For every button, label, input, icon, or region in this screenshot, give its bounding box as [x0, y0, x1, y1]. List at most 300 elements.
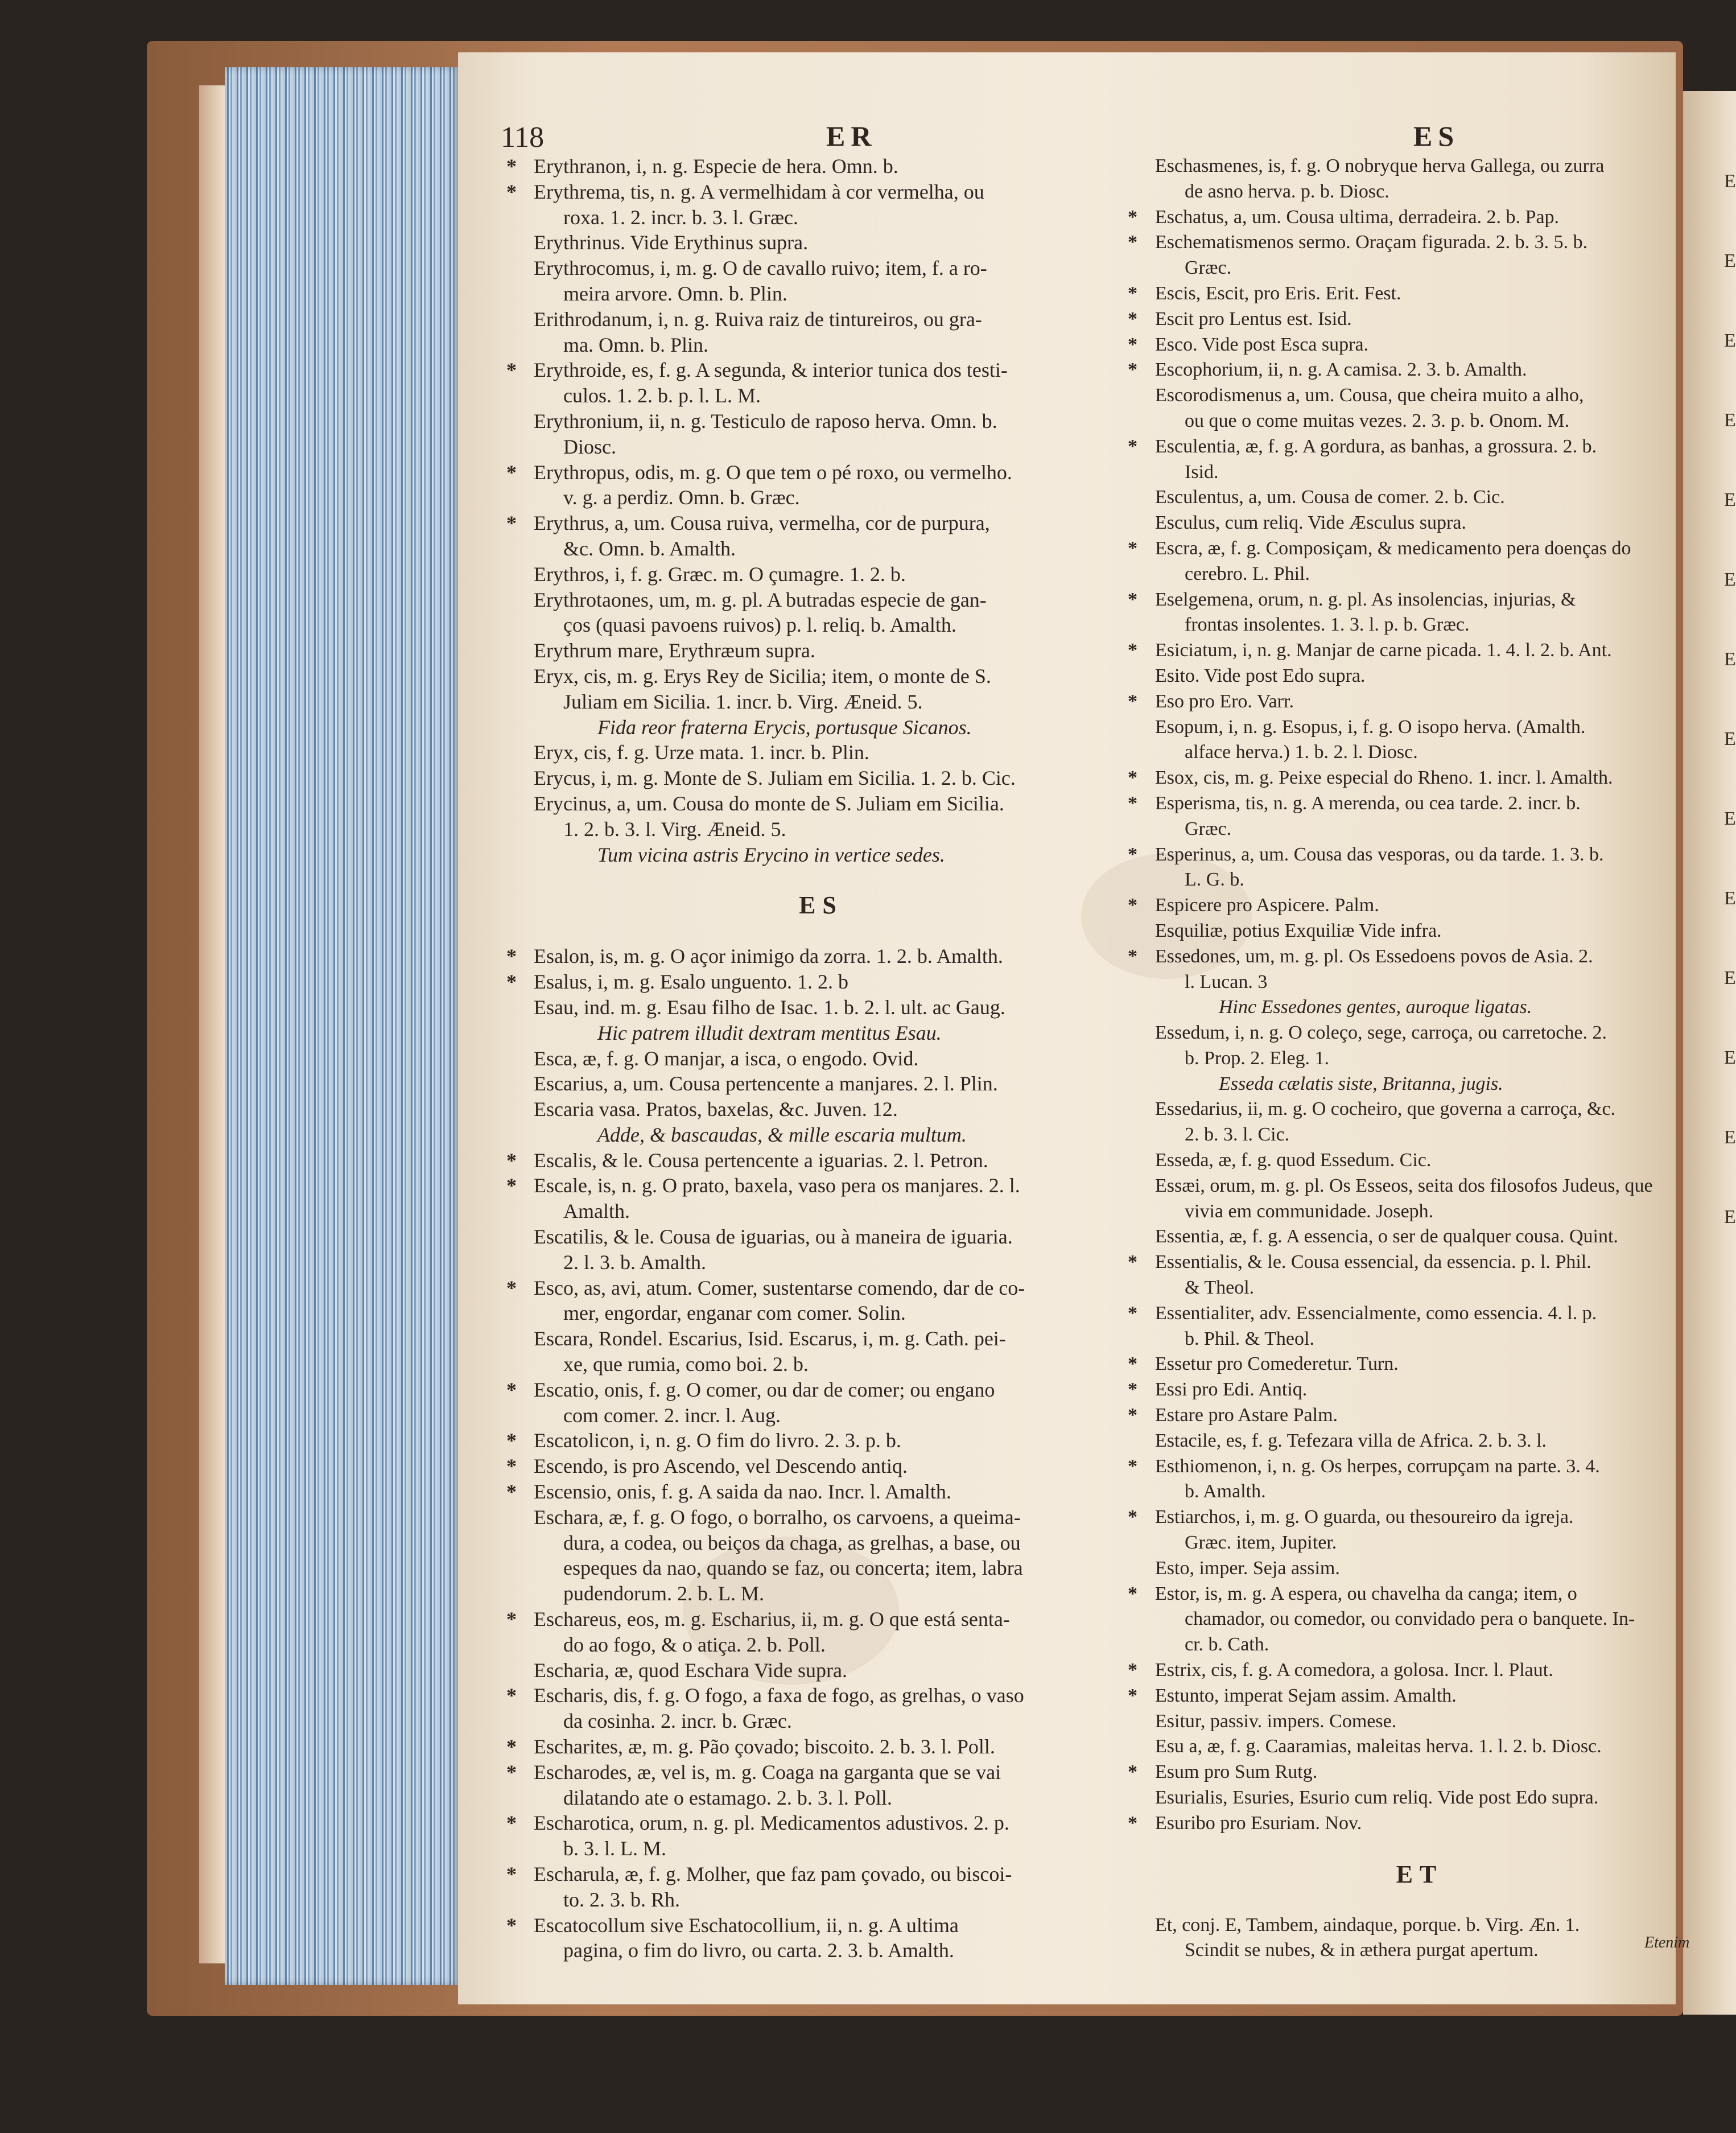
entry-text: Esquiliæ, potius Exquiliæ Vide infra. — [1155, 920, 1442, 941]
entry-continuation — [1155, 1632, 1684, 1658]
page-number: 118 — [501, 121, 545, 154]
dictionary-entry — [506, 460, 1108, 485]
entry-text: Esalon, is, m. g. O açor inimigo da zorra. 1. 2. b. Amalth. — [534, 945, 1003, 968]
entry-text: Escophorium, ii, n. g. A camisa. 2. 3. b. Amalth. — [1155, 359, 1527, 381]
entry-continuation — [534, 383, 1108, 409]
entry-text: Fida reor fraterna Erycis, portusque Sicanos. — [597, 715, 972, 739]
asterisk-marker: * — [506, 460, 517, 484]
asterisk-marker: * — [1128, 1405, 1137, 1426]
entry-text: Esculentia, æ, f. g. A gordura, as banhas, a grossura. 2. b. — [1155, 435, 1597, 457]
asterisk-marker: * — [506, 1811, 517, 1835]
entry-text: Isid. — [1185, 461, 1219, 483]
dictionary-entry — [1128, 944, 1684, 970]
entry-text: Esco. Vide post Esca supra. — [1155, 333, 1369, 355]
dictionary-entry — [506, 1734, 1108, 1760]
entry-text: Esox, cis, m. g. Peixe especial do Rheno. 1. incr. l. Amalth. — [1155, 767, 1613, 789]
dictionary-entry — [1128, 893, 1684, 919]
entry-text: Eschasmenes, is, f. g. O nobryque herva Gallega, ou zurra — [1155, 155, 1605, 176]
right-column — [1128, 154, 1684, 1963]
dictionary-entry — [1128, 230, 1684, 256]
entry-continuation — [1155, 1275, 1684, 1301]
dictionary-entry — [1155, 1224, 1684, 1250]
entry-continuation — [1155, 1479, 1684, 1505]
entry-continuation — [534, 281, 1108, 307]
entry-text: Scindit se nubes, & in æthera purgat apertum. — [1185, 1940, 1539, 1961]
entry-text: 1. 2. b. 3. l. Virg. Æneid. 5. — [563, 817, 786, 841]
entry-continuation — [534, 1887, 1108, 1913]
asterisk-marker: * — [506, 1608, 517, 1631]
entry-text: Espicere pro Aspicere. Palm. — [1155, 895, 1379, 916]
entry-text: chamador, ou comedor, ou convidado pera o banquete. In- — [1185, 1608, 1635, 1630]
entry-text: Escharotica, orum, n. g. pl. Medicamentos adustivos. 2. p. — [534, 1811, 1009, 1835]
entry-text: Esopum, i, n. g. Esopus, i, f. g. O isopo herva. (Amalth. — [1155, 716, 1586, 738]
entry-text: Escharia, æ, quod Eschara Vide supra. — [534, 1658, 848, 1682]
entry-continuation — [534, 1300, 1108, 1326]
asterisk-marker: * — [1128, 895, 1137, 916]
dictionary-entry — [1155, 1785, 1684, 1811]
asterisk-marker: * — [1128, 1506, 1137, 1528]
entry-text: Græc. — [1185, 257, 1232, 279]
dictionary-entry — [506, 510, 1108, 536]
dictionary-entry — [506, 357, 1108, 383]
entry-continuation — [1155, 256, 1684, 281]
dictionary-entry — [1128, 332, 1684, 358]
dictionary-entry — [1128, 434, 1684, 460]
entry-continuation — [534, 1785, 1108, 1811]
asterisk-marker: * — [1128, 588, 1137, 610]
dictionary-entry — [1155, 715, 1684, 740]
entry-text: 2. b. 3. l. Cic. — [1185, 1124, 1290, 1146]
dictionary-entry — [534, 765, 1108, 791]
entry-text: Escatilis, & le. Cousa de iguarias, ou à maneira de iguaria. — [534, 1225, 1013, 1249]
entry-text: Esperinus, a, um. Cousa das vesporas, ou da tarde. 1. 3. b. — [1155, 843, 1604, 865]
verse-quotation — [1155, 995, 1684, 1020]
dictionary-entry — [534, 995, 1108, 1020]
entry-continuation — [1155, 817, 1684, 842]
entry-text: b. Phil. & Theol. — [1185, 1328, 1314, 1349]
dictionary-entry — [534, 791, 1108, 817]
asterisk-marker: * — [1128, 640, 1137, 661]
dictionary-entry — [534, 409, 1108, 434]
entry-text: Eschareus, eos, m. g. Escharius, ii, m. g. O que está senta- — [534, 1608, 1010, 1631]
entry-text: ços (quasi pavoens ruivos) p. l. reliq. b. Amalth. — [563, 613, 956, 637]
dictionary-entry — [1128, 1760, 1684, 1785]
next-page-glyph: E — [1724, 728, 1736, 750]
asterisk-marker: * — [1128, 206, 1137, 228]
dictionary-entry — [1128, 1301, 1684, 1327]
dictionary-entry — [534, 638, 1108, 664]
asterisk-marker: * — [1128, 792, 1137, 814]
entry-text: Escorodismenus a, um. Cousa, que cheira muito a alho, — [1155, 385, 1584, 406]
entry-continuation — [534, 1555, 1108, 1581]
dictionary-entry — [1128, 791, 1684, 817]
asterisk-marker: * — [1128, 232, 1137, 253]
entry-continuation — [534, 1581, 1108, 1607]
entry-continuation — [1155, 1046, 1684, 1072]
entry-continuation — [534, 1403, 1108, 1428]
entry-text: Esculentus, a, um. Cousa de comer. 2. b. Cic. — [1155, 487, 1505, 508]
entry-text: l. Lucan. 3 — [1185, 971, 1268, 993]
entry-text: Esperisma, tis, n. g. A merenda, ou cea tarde. 2. incr. b. — [1155, 792, 1581, 814]
dictionary-entry — [506, 1377, 1108, 1403]
entry-text: Estrix, cis, f. g. A comedora, a golosa. Incr. l. Plaut. — [1155, 1660, 1553, 1681]
entry-text: Essedum, i, n. g. O coleço, sege, carroça, ou carretoche. 2. — [1155, 1022, 1607, 1044]
entry-text: Escharites, æ, m. g. Pão çovado; biscoito. 2. b. 3. l. Poll. — [534, 1735, 995, 1759]
entry-text: Essetur pro Comederetur. Turn. — [1155, 1353, 1399, 1375]
entry-continuation — [1155, 1122, 1684, 1148]
entry-continuation — [534, 1250, 1108, 1275]
entry-text: ES — [799, 891, 843, 920]
entry-continuation — [1155, 740, 1684, 765]
dictionary-entry — [1155, 1709, 1684, 1735]
entry-text: Escarius, a, um. Cousa pertencente a manjares. 2. l. Plin. — [534, 1072, 998, 1096]
entry-text: Escalis, & le. Cousa pertencente a iguarias. 2. l. Petron. — [534, 1148, 988, 1172]
entry-text: Esiciatum, i, n. g. Manjar de carne picada. 1. 4. l. 2. b. Ant. — [1155, 640, 1612, 661]
entry-text: Esuribo pro Esuriam. Nov. — [1155, 1812, 1362, 1834]
asterisk-marker: * — [506, 1378, 517, 1401]
entry-text: Escis, Escit, pro Eris. Erit. Fest. — [1155, 282, 1401, 304]
entry-text: Esurialis, Esuries, Esurio cum reliq. Vide post Edo supra. — [1155, 1787, 1599, 1808]
entry-continuation — [1155, 1327, 1684, 1352]
entry-text: Escensio, onis, f. g. A saida da nao. Incr. l. Amalth. — [534, 1480, 951, 1504]
dictionary-entry — [506, 1428, 1108, 1453]
running-head-left: ER — [826, 120, 877, 152]
dictionary-entry — [1155, 1097, 1684, 1122]
asterisk-marker: * — [506, 180, 517, 203]
asterisk-marker: * — [1128, 1761, 1137, 1783]
entry-continuation — [1155, 179, 1684, 205]
dictionary-entry — [506, 1607, 1108, 1632]
entry-text: Esseda, æ, f. g. quod Essedum. Cic. — [1155, 1150, 1432, 1171]
entry-text: Esto, imper. Seja assim. — [1155, 1557, 1340, 1579]
entry-text: mer, engordar, enganar com comer. Solin. — [563, 1302, 906, 1325]
asterisk-marker: * — [506, 1276, 517, 1299]
entry-text: Eryx, cis, m. g. Erys Rey de Sicilia; item, o monte de S. — [534, 664, 991, 687]
entry-text: Hinc Essedones gentes, auroque ligatas. — [1219, 997, 1532, 1018]
next-page-glyph: E — [1724, 1127, 1736, 1148]
entry-text: Græc. item, Jupiter. — [1185, 1532, 1337, 1554]
dictionary-entry — [1128, 357, 1684, 383]
entry-text: Essentialis, & le. Cousa essencial, da essencia. p. l. Phil. — [1155, 1251, 1591, 1273]
asterisk-marker: * — [506, 1148, 517, 1172]
entry-text: Estor, is, m. g. A espera, ou chavelha da canga; item, o — [1155, 1583, 1577, 1604]
entry-text: b. Prop. 2. Eleg. 1. — [1185, 1047, 1330, 1069]
dictionary-entry — [506, 969, 1108, 995]
entry-text: culos. 1. 2. b. p. l. L. M. — [563, 384, 761, 407]
asterisk-marker: * — [506, 1735, 517, 1759]
dictionary-entry — [1155, 154, 1684, 179]
dictionary-entry — [534, 230, 1108, 256]
entry-continuation — [1155, 612, 1684, 638]
asterisk-marker: * — [1128, 1251, 1137, 1273]
asterisk-marker: * — [506, 359, 517, 382]
entry-text: Eselgemena, orum, n. g. pl. As insolencias, injurias, & — [1155, 588, 1576, 610]
dictionary-entry — [506, 1148, 1108, 1173]
asterisk-marker: * — [1128, 308, 1137, 330]
dictionary-entry — [1128, 1403, 1684, 1428]
dictionary-entry — [1128, 1250, 1684, 1275]
entry-continuation — [534, 1199, 1108, 1224]
entry-continuation — [534, 1632, 1108, 1658]
dictionary-entry — [506, 1275, 1108, 1301]
entry-text: Eso pro Ero. Varr. — [1155, 690, 1294, 712]
entry-text: Escaria vasa. Pratos, baxelas, &c. Juven. 12. — [534, 1098, 898, 1121]
entry-text: Esco, as, avi, atum. Comer, sustentarse comendo, dar de co- — [534, 1276, 1025, 1299]
entry-text: de asno herva. p. b. Diosc. — [1185, 180, 1389, 202]
next-page-glyph: E — [1724, 410, 1736, 431]
entry-text: Estacile, es, f. g. Tefezara villa de Africa. 2. b. 3. l. — [1155, 1430, 1547, 1451]
entry-text: espeques da nao, quando se faz, ou concerta; item, labra — [563, 1556, 1023, 1580]
entry-continuation — [1155, 409, 1684, 434]
dictionary-entry — [1128, 1454, 1684, 1480]
entry-text: roxa. 1. 2. incr. b. 3. l. Græc. — [563, 205, 798, 229]
asterisk-marker: * — [1128, 435, 1137, 457]
dictionary-entry — [1128, 307, 1684, 332]
running-head-right: ES — [1413, 120, 1460, 152]
entry-text: Esu a, æ, f. g. Caaramias, maleitas herva. 1. l. 2. b. Diosc. — [1155, 1736, 1602, 1757]
asterisk-marker: * — [506, 512, 517, 535]
entry-continuation — [534, 205, 1108, 230]
dictionary-entry — [534, 1071, 1108, 1097]
dictionary-entry — [534, 740, 1108, 765]
asterisk-marker: * — [506, 1455, 517, 1478]
entry-text: Erycus, i, m. g. Monte de S. Juliam em Sicilia. 1. 2. b. Cic. — [534, 767, 1016, 790]
entry-continuation — [1155, 460, 1684, 485]
entry-text: Esito. Vide post Edo supra. — [1155, 665, 1366, 686]
entry-text: cr. b. Cath. — [1185, 1634, 1269, 1656]
entry-text: v. g. a perdiz. Omn. b. Græc. — [563, 486, 800, 509]
entry-text: Erythronium, ii, n. g. Testiculo de raposo herva. Omn. b. — [534, 409, 997, 433]
entry-text: Esum pro Sum Rutg. — [1155, 1761, 1318, 1783]
entry-text: ET — [1396, 1860, 1444, 1888]
dictionary-entry — [534, 1505, 1108, 1530]
dictionary-entry — [534, 562, 1108, 587]
entry-text: Esseda cælatis siste, Britanna, jugis. — [1219, 1073, 1503, 1094]
next-page-glyph: E — [1724, 1047, 1736, 1068]
entry-text: Erythrema, tis, n. g. A vermelhidam à cor vermelha, ou — [534, 180, 984, 203]
dictionary-entry — [534, 1658, 1108, 1683]
entry-text: Essedarius, ii, m. g. O cocheiro, que governa a carroça, &c. — [1155, 1098, 1616, 1120]
entry-continuation — [1155, 867, 1684, 893]
next-page-glyph: E — [1724, 888, 1736, 909]
entry-text: Essedones, um, m. g. pl. Os Essedoens povos de Asia. 2. — [1155, 945, 1593, 967]
entry-continuation — [1155, 1530, 1684, 1556]
entry-text: Eschara, æ, f. g. O fogo, o borralho, os carvoens, a queima- — [534, 1505, 1021, 1529]
asterisk-marker: * — [506, 945, 517, 968]
dictionary-entry — [506, 154, 1108, 179]
dictionary-entry — [1128, 205, 1684, 230]
entry-text: Escatolicon, i, n. g. O fim do livro. 2. 3. p. b. — [534, 1429, 901, 1452]
dictionary-entry — [1128, 1352, 1684, 1377]
dictionary-entry — [1155, 1556, 1684, 1582]
entry-text: Escatocollum sive Eschatocollium, ii, n. g. A ultima — [534, 1913, 959, 1937]
dictionary-entry — [534, 1097, 1108, 1122]
entry-continuation — [1155, 1938, 1684, 1963]
entry-text: meira arvore. Omn. b. Plin. — [563, 282, 787, 305]
dictionary-entry — [1128, 638, 1684, 664]
dictionary-entry — [1128, 281, 1684, 307]
dictionary-entry — [1128, 1505, 1684, 1530]
asterisk-marker: * — [1128, 1455, 1137, 1477]
dictionary-entry — [1155, 1173, 1684, 1199]
verse-quotation — [534, 1020, 1108, 1046]
entry-text: Escharula, æ, f. g. Molher, que faz pam çovado, ou biscoi- — [534, 1863, 1012, 1885]
entry-text: Esau, ind. m. g. Esau filho de Isac. 1. b. 2. l. ult. ac Gaug. — [534, 995, 1005, 1019]
entry-text: Eryx, cis, f. g. Urze mata. 1. incr. b. Plin. — [534, 741, 869, 764]
left-column — [506, 154, 1108, 1963]
entry-continuation — [534, 817, 1108, 842]
dictionary-entry — [1128, 689, 1684, 715]
dictionary-entry — [1128, 1658, 1684, 1683]
asterisk-marker: * — [1128, 1302, 1137, 1324]
entry-text: L. G. b. — [1185, 869, 1244, 891]
entry-text: pudendorum. 2. b. L. M. — [563, 1582, 764, 1605]
entry-continuation — [1155, 562, 1684, 587]
entry-continuation — [534, 612, 1108, 638]
entry-text: Erythroide, es, f. g. A segunda, & interior tunica dos testi- — [534, 359, 1008, 382]
asterisk-marker: * — [1128, 690, 1137, 712]
entry-text: Eschematismenos sermo. Oraçam figurada. 2. b. 3. 5. b. — [1155, 232, 1588, 253]
asterisk-marker: * — [1128, 945, 1137, 967]
entry-text: cerebro. L. Phil. — [1185, 563, 1310, 584]
entry-continuation — [534, 1530, 1108, 1556]
dictionary-entry — [534, 664, 1108, 689]
dictionary-entry — [1155, 1020, 1684, 1046]
dictionary-entry — [1128, 1377, 1684, 1403]
dictionary-entry — [1155, 1428, 1684, 1454]
asterisk-marker: * — [506, 1684, 517, 1707]
entry-text: Estunto, imperat Sejam assim. Amalth. — [1155, 1685, 1457, 1706]
next-page-glyph: E — [1724, 1206, 1736, 1228]
entry-continuation — [1155, 1607, 1684, 1632]
dictionary-entry — [534, 1046, 1108, 1072]
entry-text: Esalus, i, m. g. Esalo unguento. 1. 2. b — [534, 970, 848, 994]
dictionary-entry — [534, 1224, 1108, 1250]
asterisk-marker: * — [1128, 282, 1137, 304]
dictionary-entry — [506, 179, 1108, 205]
asterisk-marker: * — [1128, 359, 1137, 381]
entry-continuation — [534, 1352, 1108, 1377]
section-heading — [1155, 1836, 1684, 1913]
asterisk-marker: * — [506, 155, 517, 178]
verse-quotation — [534, 1122, 1108, 1148]
next-page-glyph: E — [1724, 330, 1736, 351]
entry-text: Erythrinus. Vide Erythinus supra. — [534, 231, 809, 254]
entry-text: Estare pro Astare Palm. — [1155, 1405, 1338, 1426]
dictionary-entry — [1155, 383, 1684, 409]
entry-continuation — [534, 689, 1108, 715]
dictionary-entry — [1155, 1913, 1684, 1938]
entry-text: Erithrodanum, i, n. g. Ruiva raiz de tintureiros, ou gra- — [534, 307, 982, 331]
entry-text: ma. Omn. b. Plin. — [563, 333, 709, 356]
dictionary-entry — [534, 587, 1108, 613]
asterisk-marker: * — [1128, 843, 1137, 865]
dictionary-entry — [506, 1810, 1108, 1836]
verse-quotation — [1155, 1072, 1684, 1097]
dictionary-entry — [1128, 1683, 1684, 1709]
verse-quotation — [534, 715, 1108, 740]
dictionary-entry — [506, 1479, 1108, 1505]
entry-text: to. 2. 3. b. Rh. — [563, 1888, 681, 1911]
entry-text: alface herva.) 1. b. 2. l. Diosc. — [1185, 742, 1418, 763]
dictionary-entry — [1155, 510, 1684, 536]
dictionary-entry — [1128, 842, 1684, 868]
asterisk-marker: * — [1128, 1583, 1137, 1604]
asterisk-marker: * — [506, 1863, 517, 1885]
entry-text: pagina, o fim do livro, ou carta. 2. 3. b. Amalth. — [563, 1939, 954, 1962]
entry-text: Essentia, æ, f. g. A essencia, o ser de qualquer cousa. Quint. — [1155, 1226, 1618, 1247]
catchword: Etenim — [1644, 1934, 1690, 1951]
entry-text: Erythrus, a, um. Cousa ruiva, vermelha, cor de purpura, — [534, 512, 990, 535]
entry-text: dura, a codea, ou beiços da chaga, as grelhas, a base, ou — [563, 1531, 1021, 1554]
entry-text: do ao fogo, & o atiça. 2. b. Poll. — [563, 1633, 826, 1656]
asterisk-marker: * — [506, 970, 517, 994]
entry-text: Escit pro Lentus est. Isid. — [1155, 308, 1352, 330]
entry-text: ou que o come muitas vezes. 2. 3. p. b. Onom. M. — [1185, 410, 1570, 431]
next-page-glyph: E — [1724, 808, 1736, 829]
entry-text: da cosinha. 2. incr. b. Græc. — [563, 1710, 792, 1733]
entry-continuation — [1155, 1199, 1684, 1225]
next-page-glyph: E — [1724, 250, 1736, 271]
asterisk-marker: * — [506, 1174, 517, 1197]
asterisk-marker: * — [1128, 333, 1137, 355]
entry-text: Escatio, onis, f. g. O comer, ou dar de comer; ou engano — [534, 1378, 995, 1401]
next-page-glyph: E — [1724, 569, 1736, 590]
dictionary-entry — [506, 1862, 1108, 1887]
asterisk-marker: * — [1128, 1379, 1137, 1401]
entry-text: Escharis, dis, f. g. O fogo, a faxa de fogo, as grelhas, o vaso — [534, 1684, 1024, 1707]
entry-text: Tum vicina astris Erycino in vertice sedes. — [597, 843, 945, 866]
entry-text: Græc. — [1185, 818, 1232, 839]
asterisk-marker: * — [1128, 537, 1137, 559]
entry-text: & Theol. — [1185, 1277, 1255, 1299]
asterisk-marker: * — [506, 1913, 517, 1937]
entry-text: Escara, Rondel. Escarius, Isid. Escarus, i, m. g. Cath. pei- — [534, 1327, 1006, 1350]
entry-text: Diosc. — [563, 435, 616, 458]
entry-text: Esthiomenon, i, n. g. Os herpes, corrupçam na parte. 3. 4. — [1155, 1455, 1600, 1477]
dictionary-entry — [1128, 1811, 1684, 1836]
dictionary-entry — [506, 1683, 1108, 1708]
entry-text: Erythropus, odis, m. g. O que tem o pé roxo, ou vermelho. — [534, 460, 1012, 484]
dictionary-entry — [506, 1760, 1108, 1785]
dictionary-entry — [1155, 1148, 1684, 1173]
dictionary-entry — [506, 944, 1108, 969]
asterisk-marker: * — [1128, 1812, 1137, 1834]
entry-text: Erythranon, i, n. g. Especie de hera. Omn. b. — [534, 155, 898, 178]
dictionary-entry — [506, 1913, 1108, 1938]
entry-text: com comer. 2. incr. l. Aug. — [563, 1403, 781, 1427]
dictionary-entry — [506, 1173, 1108, 1199]
entry-text: Eschatus, a, um. Cousa ultima, derradeira. 2. b. Pap. — [1155, 206, 1560, 228]
asterisk-marker: * — [1128, 767, 1137, 789]
dictionary-entry — [534, 307, 1108, 332]
entry-text: Erythros, i, f. g. Græc. m. O çumagre. 1. 2. b. — [534, 562, 906, 586]
asterisk-marker: * — [1128, 1685, 1137, 1706]
entry-continuation — [534, 1836, 1108, 1862]
dictionary-entry — [1128, 765, 1684, 791]
asterisk-marker: * — [1128, 1660, 1137, 1681]
entry-continuation — [534, 536, 1108, 562]
asterisk-marker: * — [506, 1480, 517, 1504]
entry-text: Erythrocomus, i, m. g. O de cavallo ruivo; item, f. a ro- — [534, 257, 987, 280]
asterisk-marker: * — [1128, 1353, 1137, 1375]
entry-text: b. 3. l. L. M. — [563, 1837, 667, 1860]
dictionary-entry — [1155, 1734, 1684, 1760]
dictionary-entry — [1155, 664, 1684, 689]
entry-text: Esculus, cum reliq. Vide Æsculus supra. — [1155, 512, 1466, 534]
entry-text: Hic patrem illudit dextram mentitus Esau. — [597, 1021, 942, 1044]
asterisk-marker: * — [506, 1429, 517, 1452]
